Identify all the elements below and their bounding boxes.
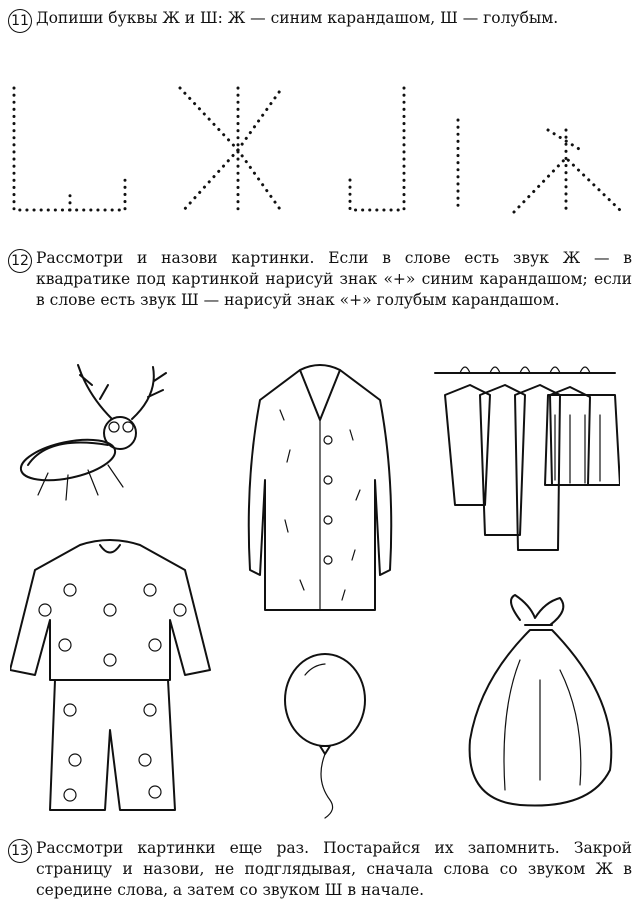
- dotted-letter-zh-2: [514, 130, 622, 212]
- task-13-number: 13: [8, 839, 32, 863]
- balloon-picture: [275, 650, 385, 820]
- task-13-text: Рассмотри картинки еще раз. Постарайся их запомнить. Закрой страницу и назови, не подглядывая, сначала слова со звуком Ж в середине слова, а затем со звуком Ш в начале.: [36, 839, 632, 899]
- dotted-letter-zh-1: [180, 88, 282, 212]
- task-11-header: [8, 8, 632, 33]
- task-12-text: Рассмотри и назови картинки. Если в слове есть звук Ж — в квадратике под картинкой нарисуй знак «+» синим карандашом; если в слове есть звук Ш — нарисуй знак «+» голубым карандашом.: [36, 249, 632, 309]
- task-13: [8, 838, 632, 901]
- task-12: [8, 248, 632, 311]
- dotted-letter-sh-2: [350, 88, 404, 210]
- task-12-number: 12: [8, 249, 32, 273]
- task-11-number: 11: [8, 9, 32, 33]
- pajamas-picture: [10, 530, 230, 820]
- task-11: [8, 8, 632, 33]
- task-12-header: [8, 248, 632, 311]
- fur-coat-picture: [230, 360, 410, 620]
- task-13-header: [8, 838, 632, 901]
- task-11-text: Допиши буквы Ж и Ш: Ж — синим карандашом, Ш — голубым.: [36, 9, 559, 27]
- clothes-rack-picture: [430, 355, 620, 565]
- beetle-picture: [8, 355, 168, 505]
- sack-picture: [460, 590, 620, 820]
- dotted-letters-tracing: [0, 80, 640, 230]
- dotted-letter-sh-1: [14, 88, 125, 210]
